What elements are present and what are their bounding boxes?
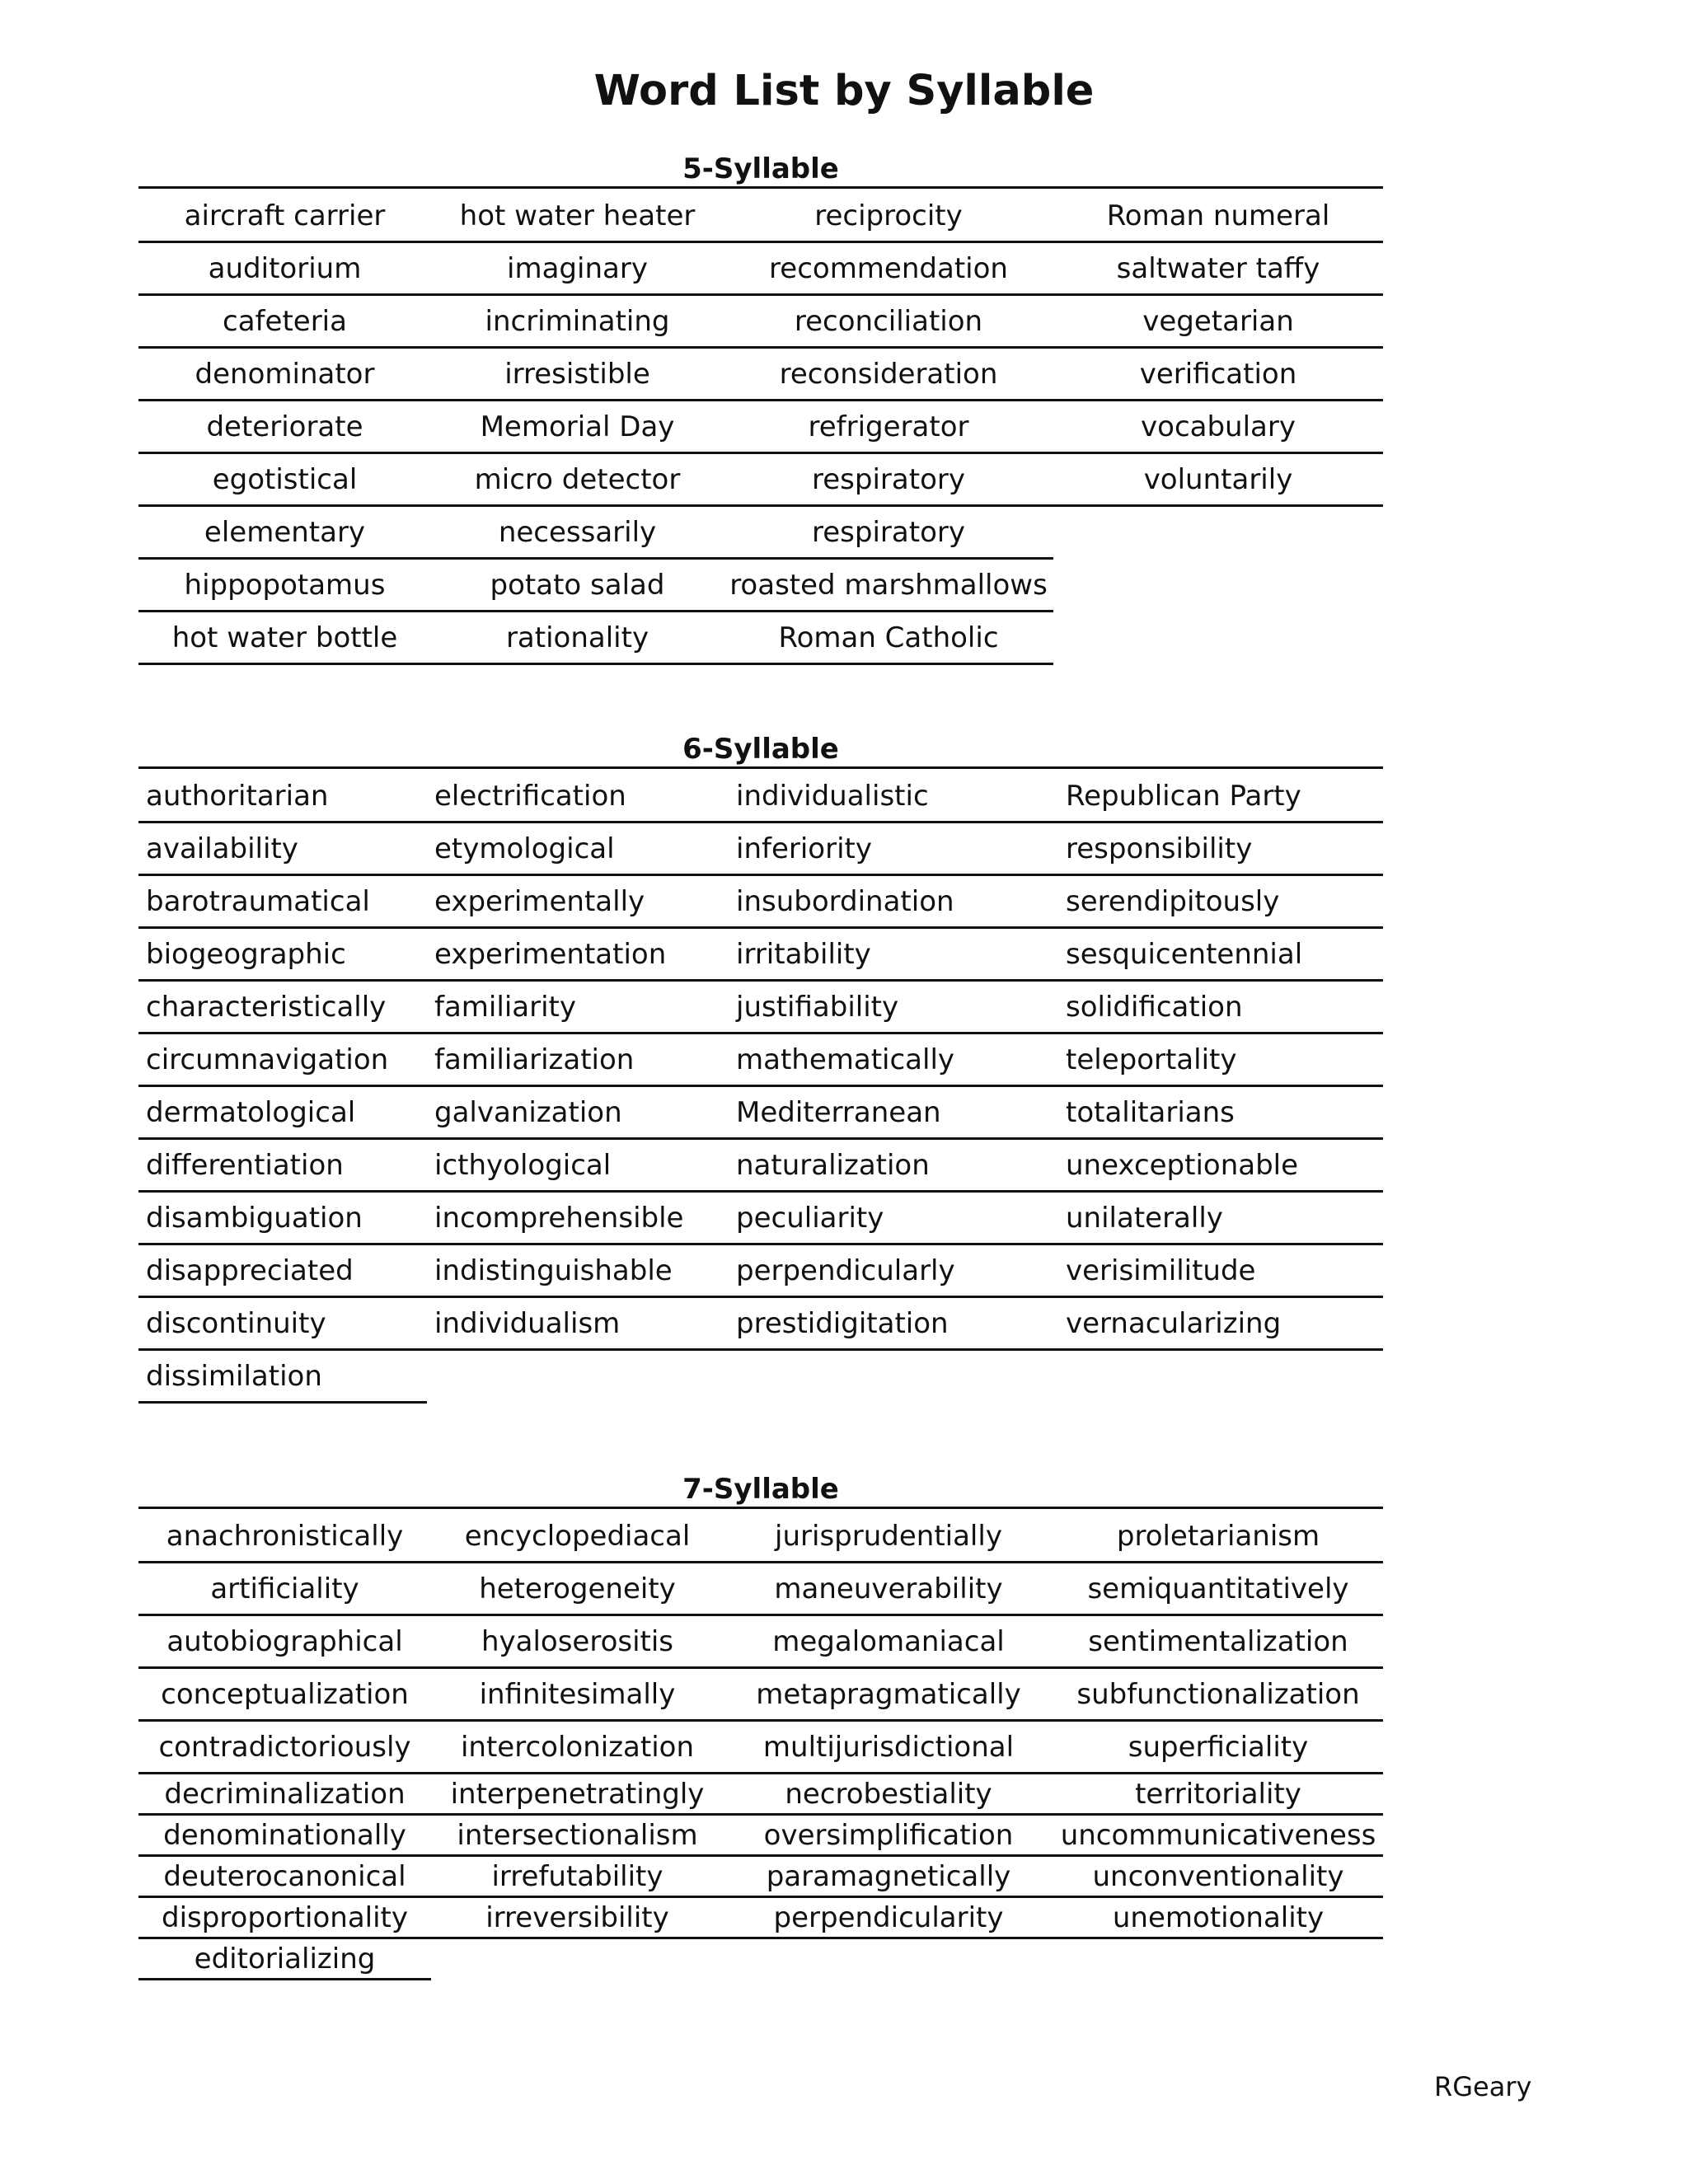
word-cell: mathematically <box>729 1034 1058 1087</box>
word-cell: totalitarians <box>1058 1087 1383 1140</box>
word-cell: conceptualization <box>138 1669 431 1722</box>
word-cell: electrification <box>427 771 729 823</box>
word-cell: incomprehensible <box>427 1193 729 1245</box>
word-cell: dermatological <box>138 1087 427 1140</box>
word-cell: authoritarian <box>138 771 427 823</box>
word-cell: autobiographical <box>138 1616 431 1669</box>
word-cell: hot water bottle <box>138 612 431 665</box>
word-cell: jurisprudentially <box>724 1511 1053 1563</box>
word-cell: Roman Catholic <box>724 612 1053 665</box>
word-cell: uncommunicativeness <box>1053 1816 1383 1857</box>
word-cell: disambiguation <box>138 1193 427 1245</box>
word-cell: anachronistically <box>138 1511 431 1563</box>
section-heading-6-syllable: 6-Syllable <box>138 732 1383 769</box>
word-cell: contradictoriously <box>138 1722 431 1774</box>
word-cell: respiratory <box>724 454 1053 507</box>
word-cell: unconventionality <box>1053 1857 1383 1898</box>
word-cell: deuterocanonical <box>138 1857 431 1898</box>
word-cell: individualistic <box>729 771 1058 823</box>
word-cell: etymological <box>427 823 729 876</box>
empty-cell <box>729 1351 1058 1404</box>
word-cell: experimentation <box>427 929 729 982</box>
word-cell: galvanization <box>427 1087 729 1140</box>
word-cell: prestidigitation <box>729 1298 1058 1351</box>
word-cell: infinitesimally <box>431 1669 724 1722</box>
word-cell: biogeographic <box>138 929 427 982</box>
word-cell: characteristically <box>138 982 427 1034</box>
word-cell: hot water heater <box>431 190 724 243</box>
page-title: Word List by Syllable <box>593 67 1095 115</box>
word-cell: teleportality <box>1058 1034 1383 1087</box>
word-cell: respiratory <box>724 507 1053 560</box>
word-table-5-syllable <box>138 190 1383 665</box>
word-cell: unexceptionable <box>1058 1140 1383 1193</box>
word-cell: multijurisdictional <box>724 1722 1053 1774</box>
word-cell: disappreciated <box>138 1245 427 1298</box>
empty-cell <box>427 1351 729 1404</box>
word-cell: dissimilation <box>138 1351 427 1404</box>
word-cell: voluntarily <box>1053 454 1383 507</box>
word-cell: Mediterranean <box>729 1087 1058 1140</box>
word-cell: familiarization <box>427 1034 729 1087</box>
word-cell: vocabulary <box>1053 401 1383 454</box>
empty-cell <box>431 1939 724 1980</box>
word-cell: heterogeneity <box>431 1563 724 1616</box>
empty-cell <box>1058 1351 1383 1404</box>
word-cell: sesquicentennial <box>1058 929 1383 982</box>
author-credit: RGeary <box>1434 2071 1532 2102</box>
word-cell: justifiability <box>729 982 1058 1034</box>
word-cell: intersectionalism <box>431 1816 724 1857</box>
word-cell: individualism <box>427 1298 729 1351</box>
empty-cell <box>724 1939 1053 1980</box>
word-cell: hippopotamus <box>138 560 431 612</box>
word-cell: decriminalization <box>138 1774 431 1816</box>
word-cell: solidification <box>1058 982 1383 1034</box>
word-cell: maneuverability <box>724 1563 1053 1616</box>
word-cell: experimentally <box>427 876 729 929</box>
word-cell: superficiality <box>1053 1722 1383 1774</box>
word-cell: cafeteria <box>138 296 431 349</box>
word-cell: Memorial Day <box>431 401 724 454</box>
word-cell: aircraft carrier <box>138 190 431 243</box>
word-cell: availability <box>138 823 427 876</box>
section-heading-7-syllable: 7-Syllable <box>138 1472 1383 1509</box>
empty-cell <box>1053 1939 1383 1980</box>
word-cell: auditorium <box>138 243 431 296</box>
word-cell: proletarianism <box>1053 1511 1383 1563</box>
word-cell: artificiality <box>138 1563 431 1616</box>
word-cell: incriminating <box>431 296 724 349</box>
section-heading-5-syllable: 5-Syllable <box>138 152 1383 189</box>
word-cell: subfunctionalization <box>1053 1669 1383 1722</box>
empty-cell <box>1053 507 1383 560</box>
word-cell: territoriality <box>1053 1774 1383 1816</box>
word-cell: interpenetratingly <box>431 1774 724 1816</box>
word-cell: deteriorate <box>138 401 431 454</box>
word-table-7-syllable <box>138 1511 1383 1980</box>
word-cell: verisimilitude <box>1058 1245 1383 1298</box>
word-cell: discontinuity <box>138 1298 427 1351</box>
word-cell: metapragmatically <box>724 1669 1053 1722</box>
word-cell: refrigerator <box>724 401 1053 454</box>
word-table-6-syllable <box>138 771 1383 1404</box>
word-cell: differentiation <box>138 1140 427 1193</box>
word-cell: naturalization <box>729 1140 1058 1193</box>
word-cell: reconciliation <box>724 296 1053 349</box>
word-cell: responsibility <box>1058 823 1383 876</box>
word-cell: hyaloserositis <box>431 1616 724 1669</box>
word-cell: necrobestiality <box>724 1774 1053 1816</box>
word-cell: insubordination <box>729 876 1058 929</box>
word-cell: egotistical <box>138 454 431 507</box>
word-cell: reconsideration <box>724 349 1053 401</box>
word-cell: vernacularizing <box>1058 1298 1383 1351</box>
word-cell: roasted marshmallows <box>724 560 1053 612</box>
word-cell: editorializing <box>138 1939 431 1980</box>
empty-cell <box>1053 612 1383 665</box>
word-cell: irreversibility <box>431 1898 724 1939</box>
word-cell: familiarity <box>427 982 729 1034</box>
word-cell: perpendicularly <box>729 1245 1058 1298</box>
word-cell: elementary <box>138 507 431 560</box>
word-cell: encyclopediacal <box>431 1511 724 1563</box>
word-cell: irritability <box>729 929 1058 982</box>
word-cell: serendipitously <box>1058 876 1383 929</box>
word-cell: imaginary <box>431 243 724 296</box>
word-cell: icthyological <box>427 1140 729 1193</box>
word-cell: indistinguishable <box>427 1245 729 1298</box>
word-cell: recommendation <box>724 243 1053 296</box>
word-cell: denominationally <box>138 1816 431 1857</box>
word-cell: Republican Party <box>1058 771 1383 823</box>
word-cell: intercolonization <box>431 1722 724 1774</box>
word-cell: inferiority <box>729 823 1058 876</box>
word-cell: circumnavigation <box>138 1034 427 1087</box>
word-cell: vegetarian <box>1053 296 1383 349</box>
word-cell: irrefutability <box>431 1857 724 1898</box>
word-cell: megalomaniacal <box>724 1616 1053 1669</box>
word-cell: saltwater taffy <box>1053 243 1383 296</box>
word-cell: paramagnetically <box>724 1857 1053 1898</box>
empty-cell <box>1053 560 1383 612</box>
word-cell: oversimplification <box>724 1816 1053 1857</box>
word-cell: rationality <box>431 612 724 665</box>
word-cell: barotraumatical <box>138 876 427 929</box>
word-cell: micro detector <box>431 454 724 507</box>
word-cell: denominator <box>138 349 431 401</box>
word-cell: perpendicularity <box>724 1898 1053 1939</box>
word-cell: Roman numeral <box>1053 190 1383 243</box>
word-cell: semiquantitatively <box>1053 1563 1383 1616</box>
word-cell: irresistible <box>431 349 724 401</box>
word-cell: unilaterally <box>1058 1193 1383 1245</box>
word-cell: necessarily <box>431 507 724 560</box>
word-cell: potato salad <box>431 560 724 612</box>
word-cell: reciprocity <box>724 190 1053 243</box>
word-cell: unemotionality <box>1053 1898 1383 1939</box>
word-cell: verification <box>1053 349 1383 401</box>
word-cell: peculiarity <box>729 1193 1058 1245</box>
word-cell: disproportionality <box>138 1898 431 1939</box>
word-cell: sentimentalization <box>1053 1616 1383 1669</box>
